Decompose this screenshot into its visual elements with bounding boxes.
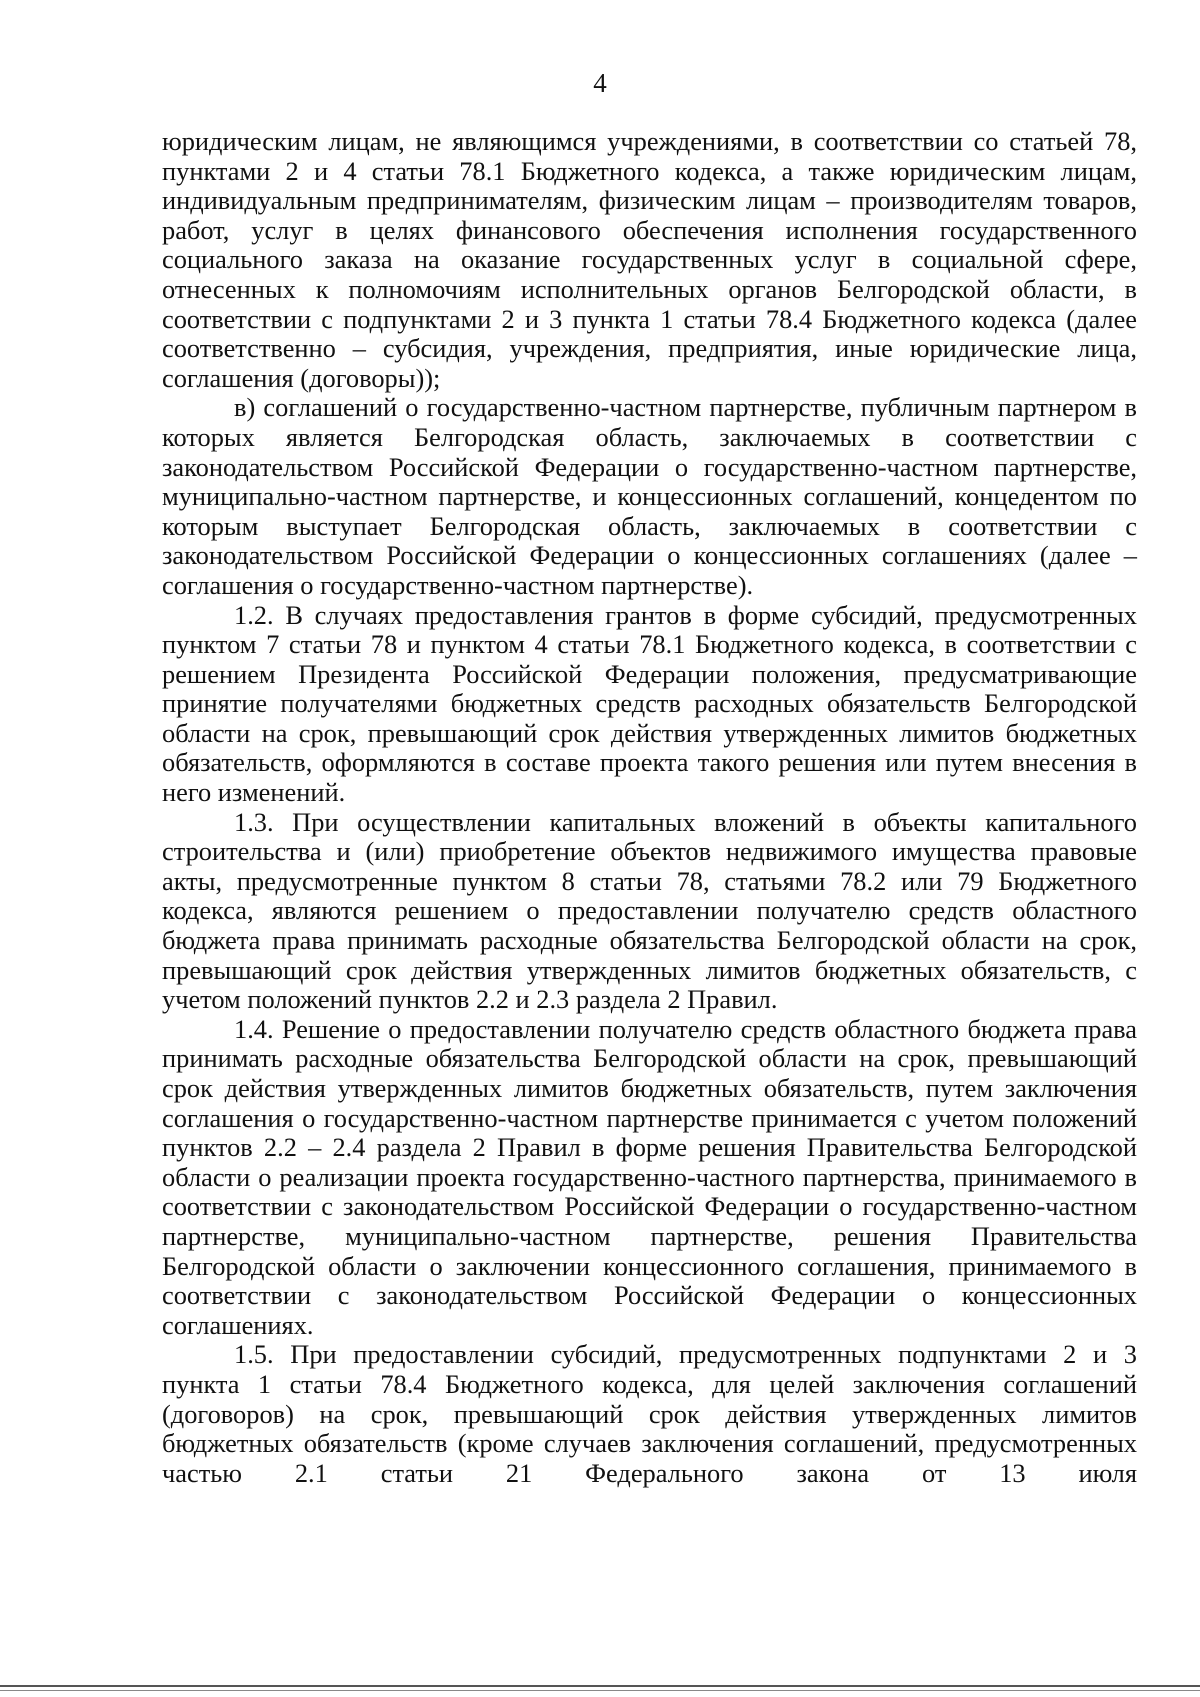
- paragraph-1-2: 1.2. В случаях предоставления грантов в форме субсидий, предусмотренных пунктом 7 статьи 78 и пунктом 4 статьи 78.1 Бюджетного кодекса, в соответствии с решением Президента Российской Федерации положения, предусматривающие принятие получателями бюджетных средств расходных обязательств Белгородской области на срок, превышающий срок действия утвержденных лимитов бюджетных обязательств, оформляются в составе проекта такого решения или путем внесения в него изменений.: [162, 599, 1137, 808]
- scan-edge-line-secondary: [0, 1690, 1200, 1691]
- page-number: 4: [593, 68, 607, 98]
- paragraph-continuation: юридическим лицам, не являющимся учреждениями, в соответствии со статьей 78, пунктами 2 и 4 статьи 78.1 Бюджетного кодекса, а также юридическим лицам, индивидуальным предпринимателям, физическим лицам – производителям товаров, работ, услуг в целях финансового обеспечения исполнения государственного социального заказа на оказание государственных услуг в социальной сфере, отнесенных к полномочиям исполнительных органов Белгородской области, в соответствии с подпунктами 2 и 3 пункта 1 статьи 78.4 Бюджетного кодекса (далее соответственно – субсидия, учреждения, предприятия, иные юридические лица, соглашения (договоры));: [162, 126, 1137, 393]
- document-body: [162, 127, 1137, 1488]
- paragraph-1-3: 1.3. При осуществлении капитальных вложений в объекты капитального строительства и (или) приобретение объектов недвижимого имущества правовые акты, предусмотренные пунктом 8 статьи 78, статьями 78.2 или 79 Бюджетного кодекса, являются решением о предоставлении получателю средств областного бюджета права принимать расходные обязательства Белгородской области на срок, превышающий срок действия утвержденных лимитов бюджетных обязательств, с учетом положений пунктов 2.2 и 2.3 раздела 2 Правил.: [162, 806, 1137, 1015]
- paragraph-1-4: 1.4. Решение о предоставлении получателю средств областного бюджета права принимать расходные обязательства Белгородской области на срок, превышающий срок действия утвержденных лимитов бюджетных обязательств, путем заключения соглашения о государственно-частном партнерстве принимается с учетом положений пунктов 2.2 – 2.4 раздела 2 Правил в форме решения Правительства Белгородской области о реализации проекта государственно-частного партнерства, принимаемого в соответствии с законодательством Российской Федерации о государственно-частном партнерстве, муниципально-частном партнерстве, решения Правительства Белгородской области о заключении концессионного соглашения, принимаемого в соответствии с законодательством Российской Федерации о концессионных соглашениях.: [162, 1013, 1137, 1340]
- scan-edge-line: [0, 1685, 1200, 1687]
- paragraph-1-5: 1.5. При предоставлении субсидий, предусмотренных подпунктами 2 и 3 пункта 1 статьи 78.4 Бюджетного кодекса, для целей заключения соглашений (договоров) на срок, превышающий срок действия утвержденных лимитов бюджетных обязательств (кроме случаев заключения соглашений, предусмотренных частью 2.1 статьи 21 Федерального закона от 13 июля: [162, 1339, 1137, 1488]
- paragraph-item-v: в) соглашений о государственно-частном партнерстве, публичным партнером в которых является Белгородская область, заключаемых в соответствии с законодательством Российской Федерации о государственно-частном партнерстве, муниципально-частном партнерстве, и концессионных соглашений, концедентом по которым выступает Белгородская область, заключаемых в соответствии с законодательством Российской Федерации о концессионных соглашениях (далее – соглашения о государственно-частном партнерстве).: [162, 392, 1137, 600]
